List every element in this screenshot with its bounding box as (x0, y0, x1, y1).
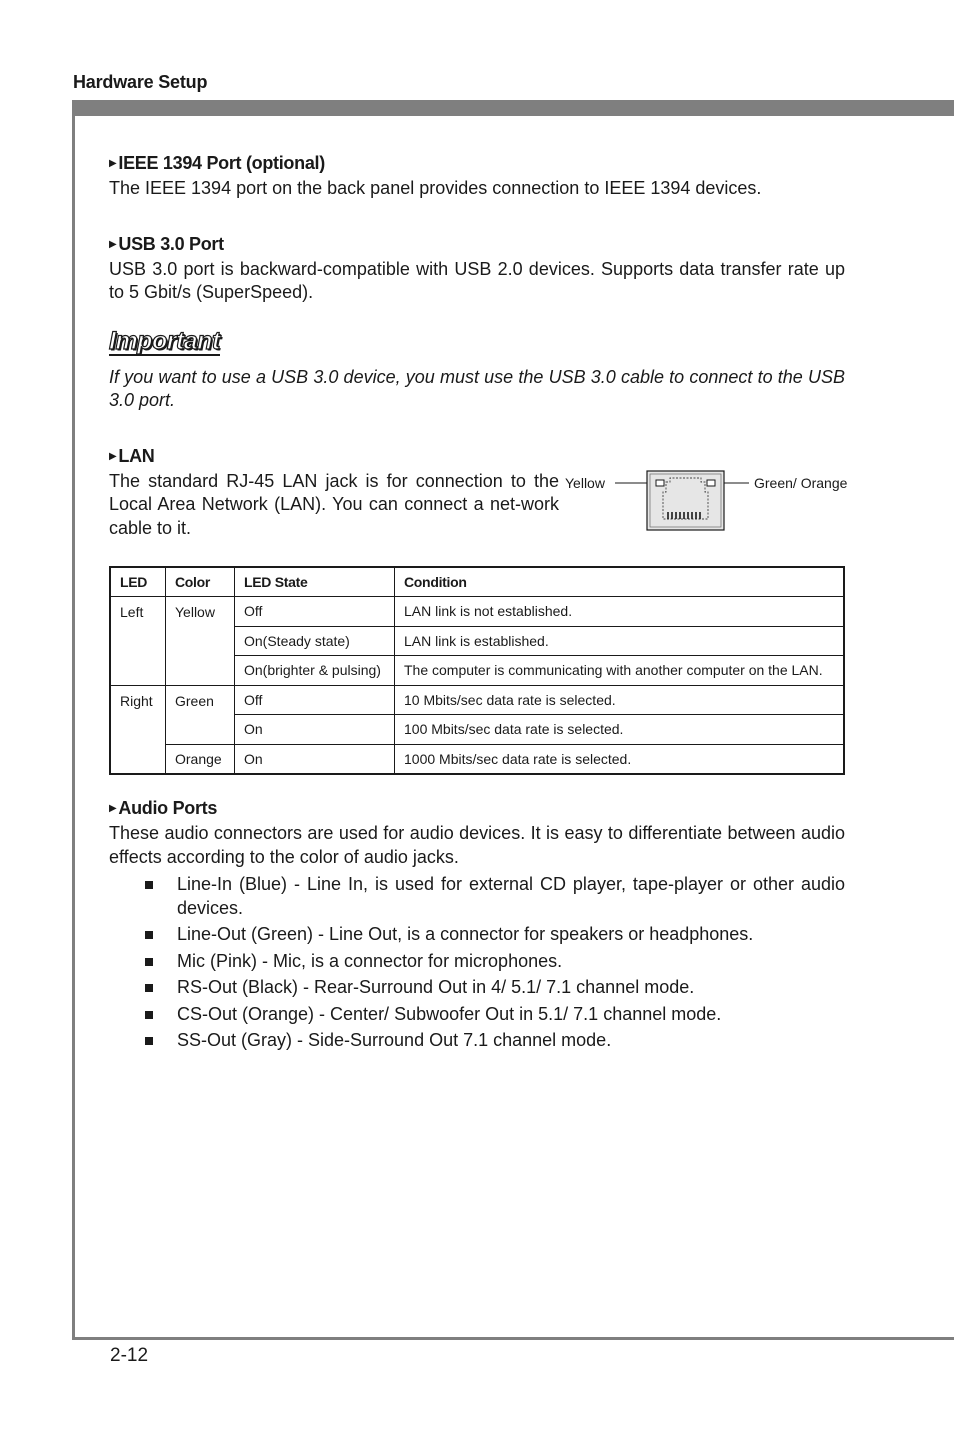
list-item (109, 873, 845, 920)
heading-text: LAN (118, 445, 155, 466)
rj45-jack-diagram (565, 468, 855, 538)
condition-cell: The computer is communicating with another computer on the LAN. (395, 656, 845, 686)
list-item-text: CS-Out (Orange) - Center/ Subwoofer Out in 5.1/ 7.1 channel mode. (177, 1003, 722, 1024)
list-item-text: SS-Out (Gray) - Side-Surround Out 7.1 channel mode. (177, 1030, 612, 1050)
list-item-text: Line-In (Blue) - Line In, is used for external CD player, tape-player or other audio devices. (177, 874, 845, 918)
list-item-text: Line-Out (Green) - Line Out, is a connector for speakers or headphones. (177, 924, 754, 944)
triangle-bullet-icon: ▶ (109, 803, 117, 814)
section-ieee1394 (109, 150, 845, 201)
state-cell: On(brighter & pulsing) (235, 656, 395, 686)
color-cell: Orange (166, 744, 235, 774)
left-margin-rule (72, 100, 75, 1340)
table-row (110, 685, 844, 715)
lan-block (109, 470, 848, 560)
square-bullet-icon (145, 958, 153, 966)
color-cell: Green (166, 685, 235, 744)
main-content (109, 150, 848, 1056)
section-heading (109, 231, 845, 258)
heading-text: USB 3.0 Port (118, 233, 224, 254)
triangle-bullet-icon: ▶ (109, 238, 117, 250)
important-body: If you want to use a USB 3.0 device, you must use the USB 3.0 cable to connect to the USB 3.0 port. (109, 366, 845, 410)
list-item (109, 1003, 845, 1027)
lan-body: The standard RJ-45 LAN jack is for connection to the Local Area Network (LAN). You can connect a net-work cable to it. (109, 470, 559, 538)
column-header-condition: Condition (395, 567, 845, 597)
page-number: 2-12 (110, 1345, 149, 1366)
section-body: These audio connectors are used for audio devices. It is easy to differentiate between audio effects according to the color of audio jacks. (109, 823, 845, 867)
square-bullet-icon (145, 984, 153, 992)
important-note (109, 326, 845, 413)
rj45-jack-icon (565, 468, 855, 538)
section-body: USB 3.0 port is backward-compatible with USB 2.0 devices. Supports data transfer rate up to 5 Gbit/s (SuperSpeed). (109, 258, 845, 302)
square-bullet-icon (145, 931, 153, 939)
list-item-text: Mic (Pink) - Mic, is a connector for microphones. (177, 950, 563, 971)
section-lan (109, 443, 848, 560)
triangle-bullet-icon: ▶ (109, 450, 117, 462)
green-orange-led-label: Green/ Orange (754, 474, 848, 491)
condition-cell: 100 Mbits/sec data rate is selected. (395, 715, 845, 745)
square-bullet-icon (145, 1011, 153, 1019)
condition-cell: 10 Mbits/sec data rate is selected. (395, 685, 845, 715)
state-cell: Off (235, 597, 395, 627)
color-cell: Yellow (166, 597, 235, 686)
state-cell: On (235, 715, 395, 745)
section-heading (109, 795, 845, 822)
section-body: The IEEE 1394 port on the back panel provides connection to IEEE 1394 devices. (109, 178, 762, 198)
state-cell: On(Steady state) (235, 626, 395, 656)
header-bar (72, 100, 954, 116)
led-cell: Right (110, 685, 166, 774)
section-heading (109, 443, 845, 470)
footer-rule (72, 1337, 954, 1340)
triangle-bullet-icon: ▶ (109, 158, 117, 169)
yellow-led-label: Yellow (565, 474, 605, 491)
list-item (109, 976, 845, 1000)
heading-text: IEEE 1394 Port (optional) (118, 153, 325, 173)
state-cell: Off (235, 685, 395, 715)
led-cell: Left (110, 597, 166, 686)
square-bullet-icon (145, 1037, 153, 1045)
section-usb3 (109, 231, 845, 305)
lan-led-table (109, 566, 845, 776)
audio-jack-list (109, 873, 845, 1053)
section-heading (109, 150, 845, 177)
condition-cell: LAN link is established. (395, 626, 845, 656)
important-label: Important (109, 326, 220, 355)
condition-cell: 1000 Mbits/sec data rate is selected. (395, 744, 845, 774)
condition-cell: LAN link is not established. (395, 597, 845, 627)
list-item (109, 950, 845, 974)
column-header-led: LED (110, 567, 166, 597)
list-item (109, 1029, 845, 1053)
page-header-title: Hardware Setup (73, 72, 208, 92)
heading-text: Audio Ports (118, 798, 218, 818)
square-bullet-icon (145, 881, 153, 889)
list-item-text: RS-Out (Black) - Rear-Surround Out in 4/ 5.1/ 7.1 channel mode. (177, 977, 695, 997)
column-header-color: Color (166, 567, 235, 597)
list-item (109, 923, 845, 947)
state-cell: On (235, 744, 395, 774)
table-row (110, 744, 844, 774)
column-header-led-state: LED State (235, 567, 395, 597)
table-row (110, 597, 844, 627)
section-audio-ports (109, 795, 845, 1053)
table-header-row (110, 567, 844, 597)
